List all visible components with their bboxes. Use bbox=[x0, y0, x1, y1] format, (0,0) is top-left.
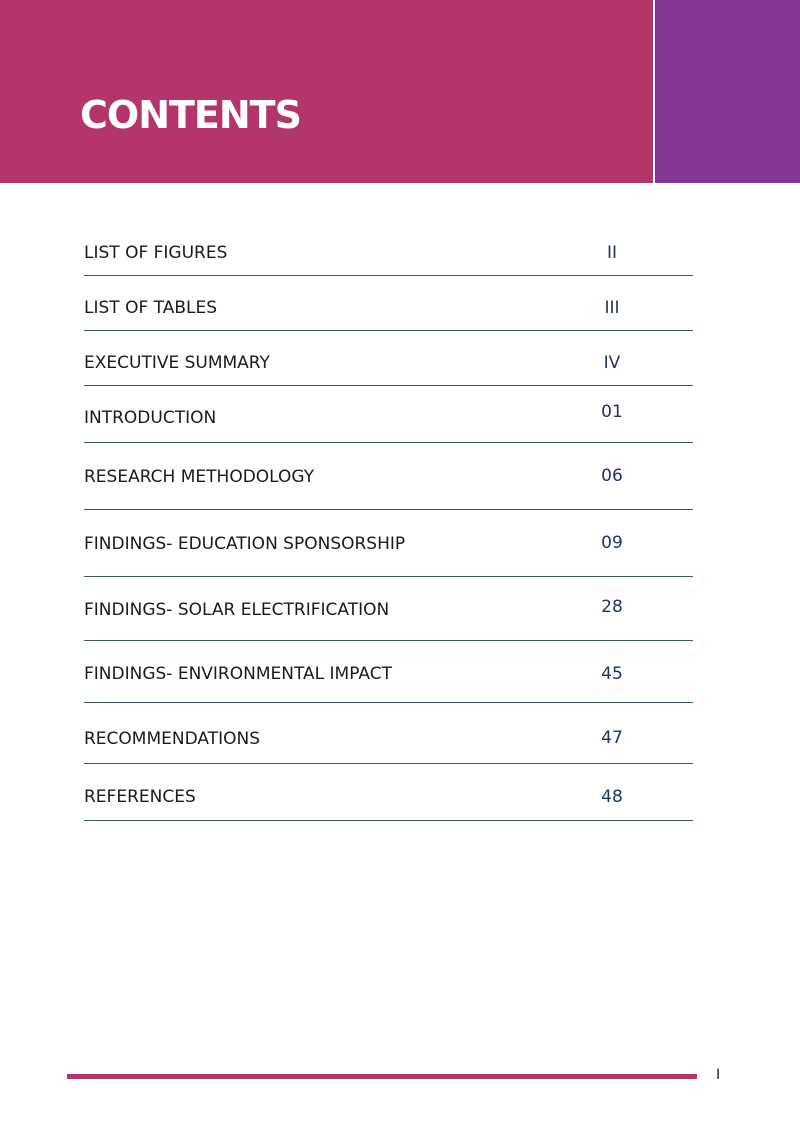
toc-entry-page: 28 bbox=[601, 597, 623, 617]
footer-rule bbox=[67, 1074, 697, 1079]
toc-entry-label: FINDINGS- ENVIRONMENTAL IMPACT bbox=[84, 664, 392, 684]
toc-entry-label: EXECUTIVE SUMMARY bbox=[84, 353, 270, 373]
toc-entry-page: IV bbox=[603, 353, 621, 373]
page-number: I bbox=[716, 1067, 721, 1083]
toc-entry-label: LIST OF TABLES bbox=[84, 298, 217, 318]
toc-entry-label: RECOMMENDATIONS bbox=[84, 729, 260, 749]
toc-entry-findings-environmental-impact[interactable] bbox=[84, 641, 693, 703]
toc-entry-label: FINDINGS- EDUCATION SPONSORSHIP bbox=[84, 534, 406, 554]
toc-entry-findings-education-sponsorship[interactable] bbox=[84, 510, 693, 577]
toc-entry-page: 47 bbox=[601, 728, 623, 748]
toc-entry-label: LIST OF FIGURES bbox=[84, 243, 228, 263]
toc-entry-page: 48 bbox=[601, 787, 623, 807]
toc-entry-page: 45 bbox=[601, 664, 623, 684]
toc-entry-executive-summary[interactable] bbox=[84, 331, 693, 386]
page-title: CONTENTS bbox=[80, 93, 301, 137]
toc-entry-label: INTRODUCTION bbox=[84, 408, 217, 428]
toc-entry-label: RESEARCH METHODOLOGY bbox=[84, 467, 315, 487]
toc-entry-references[interactable] bbox=[84, 764, 693, 821]
toc-entry-page: 06 bbox=[601, 466, 623, 486]
toc-entry-research-methodology[interactable] bbox=[84, 443, 693, 510]
toc-entry-page: III bbox=[604, 298, 620, 318]
toc-entry-page: 09 bbox=[601, 533, 623, 553]
toc-entry-list-of-figures[interactable] bbox=[84, 0, 693, 276]
toc-entry-introduction[interactable] bbox=[84, 386, 693, 443]
toc-entry-list-of-tables[interactable] bbox=[84, 276, 693, 331]
toc-entry-recommendations[interactable] bbox=[84, 703, 693, 764]
table-of-contents bbox=[84, 0, 693, 1131]
toc-entry-page: II bbox=[606, 243, 618, 263]
toc-entry-page: 01 bbox=[601, 402, 623, 422]
toc-entry-label: FINDINGS- SOLAR ELECTRIFICATION bbox=[84, 600, 390, 620]
toc-entry-findings-solar-electrification[interactable] bbox=[84, 577, 693, 641]
toc-entry-label: REFERENCES bbox=[84, 787, 196, 807]
